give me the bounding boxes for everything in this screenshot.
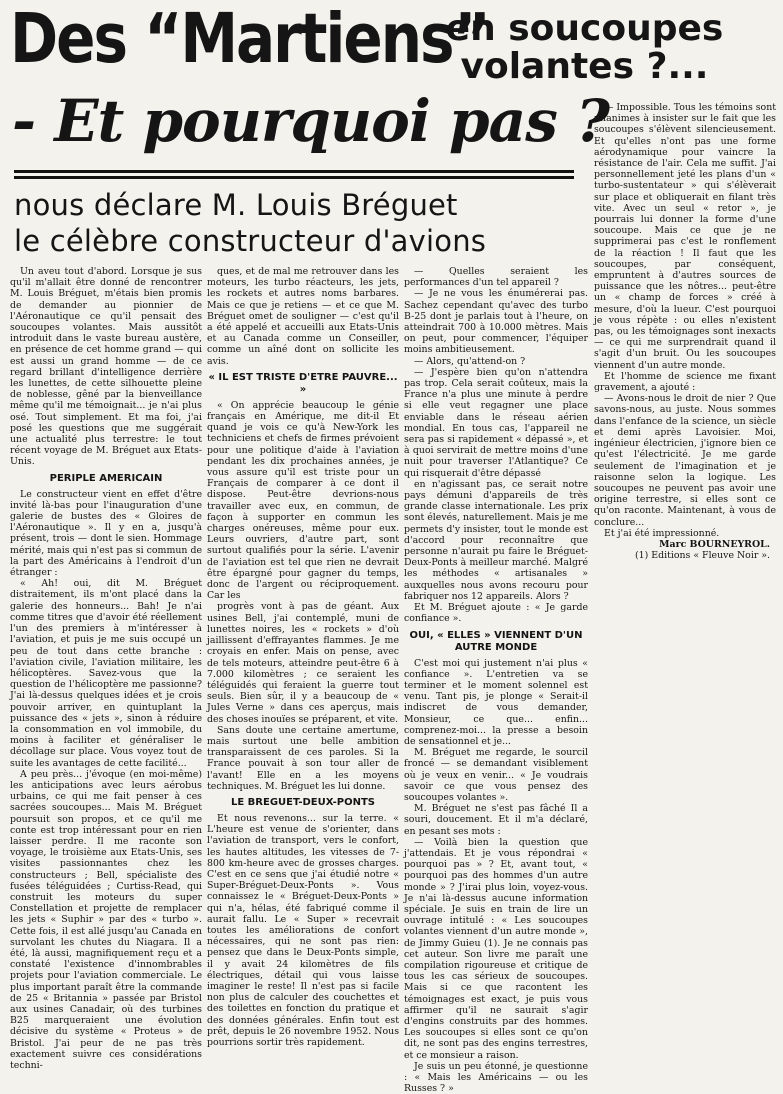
col1-para: A peu près... j'évoque (en moi-même) les anticipations avec leurs aérobus urbains, ce qui me fait penser à ces sacrées soucoupes... Mais M. Bréguet poursuit son propos, et ce qu'il me conte est trop intéressant pour en rien laisser perdre. Il me raconte son voyage, le troisième aux Etats-Unis, ses visites passionnantes chez les constructeurs ; Bell, spécialiste des fusées téléguidées ; Curtiss-Read, qui construit les moteurs du super Constellation et projette de remplacer les jets « Suphir » par des « turbo ». Cette fois, il est allé jusqu'au Canada en survolant les chutes du Niagara. Il a été, là aussi, magnifiquement reçu et a constaté l'existence d'innombrables projets pour l'aviation commerciale. Le plus important paraît être la commande de 25 « Britannia » passée par Bristol aux usines Canadair, où des turbines B25 marqueraient une évolution décisive du système « Proteus » de Bristol. J'ai peur de ne pas très exactement suivre ces considérations techni- bbox=[10, 768, 202, 1072]
col4-para: — Impossible. Tous les témoins sont unanimes à insister sur le fait que les soucoupes s'élèvent silencieusement. Et qu'elles n'ont pas une forme aérodynamique pour vaincre la résistance de l'air. Cela me suffit. J'ai personnellement jeté les plans d'un « turbo-sustentateur » qui s'élèverait sur place et obliquerait en filant très vite. Avec un seul « retor », je pourrais lui donner la forme d'une soucoupe. Mais ce que je ne supprimerai pas c'est le ronflement de la réaction ! Il faut que les soucoupes, par conséquent, empruntent à d'autres sources de puissance que les nôtres... peut-être un « champ de forces » créé à mesure, d'où la lueur. C'est pourquoi je vous répète : ou elles n'existent pas, ou les témoignages sont inexacts — ce qui me surprendrait quand il s'agit d'un bruit. Ou les soucoupes viennent d'un autre monde. bbox=[594, 102, 776, 371]
author-signature: Marc BOURNEYROL. bbox=[659, 538, 770, 550]
headline-line1-side bbox=[392, 10, 777, 86]
col4-para: — Avons-nous le droit de nier ? Que savons-nous, au juste. Nous sommes dans l'enfance de la science, un siècle et demi après Lavoisier. Moi, ingénieur électricien, j'ignore bien ce qu'est l'électricité. Je me garde seulement de l'imagination et je raisonne selon la logique. Les soucoupes ne peuvent pas avoir une origine terrestre, si elles sont ce qu'on raconte. Maintenant, à vous de conclure... bbox=[594, 393, 776, 528]
col3-heading: OUI, « ELLES » VIENNENT D'UN AUTRE MONDE bbox=[409, 629, 583, 653]
col3-para: — Alors, qu'attend-on ? bbox=[414, 355, 526, 367]
col2-heading: LE BREGUET-DEUX-PONTS bbox=[230, 796, 376, 808]
headline-line2: - Et pourquoi pas ? bbox=[12, 87, 610, 155]
footnote: (1) Editions « Fleuve Noir ». bbox=[635, 550, 770, 562]
col1-para: « Ah! oui, dit M. Bréguet distraitement, ils m'ont placé dans la galerie des honneurs... Bah! Je n'ai comme titres que d'avoir été réellement l'un des premiers à m'intéresser à l'aviation, et puis je me suis occupé un peu de tout dans cette branche : l'aviation civile, l'aviation militaire, les hélicoptères. Savez-vous que la question de l'hélicoptère me passionne? J'ai là-dessus quelques idées et je crois pouvoir arriver, en quintuplant la puissance des « jets », sinon à réduire la consommation en vol immobile, du moins à faciliter et généraliser le décollage sur place. Vous voyez tout de suite les avantages de cette facilité... bbox=[10, 578, 202, 769]
col3-para: — Je ne vous les énumérerai pas. Sachez cependant qu'avec des turbo B-25 dont je parlais tout à l'heure, on atteindrait 700 à 10.000 mètres. Mais on peut, pour commencer, l'équiper moins ambitieusement. bbox=[404, 288, 588, 356]
col3-para: — Voilà bien la question que j'attendais. Et je vous répondrai « pourquoi pas » ? Et, avant tout, « pourquoi pas des hommes d'un autre monde » ? J'irai plus loin, voyez-vous. Je n'ai là-dessus aucune information spéciale. Je suis en train de lire un ouvrage intitulé : « Les soucoupes volantes viennent d'un autre monde », de Jimmy Guieu (1). Je ne connais pas cet auteur. Son livre me paraît une compilation rigoureuse et critique de tous les cas sérieux de soucoupes. Mais si ce que racontent les témoignages est exact, je puis vous affirmer qu'il ne saurait s'agir d'engins construits par des hommes. Les soucoupes si elles sont ce qu'on dit, ne sont pas des engins terrestres, et ce monsieur a raison. bbox=[404, 836, 588, 1061]
headline-rule-bottom bbox=[14, 176, 574, 179]
col3-para: M. Bréguet ne s'est pas fâché Il a souri, doucement. Et il m'a déclaré, en pesant ses mots : bbox=[404, 803, 588, 837]
column-4 bbox=[594, 102, 776, 602]
column-1 bbox=[10, 266, 202, 1082]
col3-para: Je suis un peu étonné, je questionne : « Mais les Américains — ou les Russes ? » bbox=[404, 1060, 588, 1094]
col2-para: Et nous revenons... sur la terre. « L'heure est venue de s'orienter, dans l'aviation de transport, vers le confort, les hautes altitudes, les vitesses de 7-800 km-heure avec de grosses charges. C'est en ce sens que j'ai étudié notre « Super-Bréguet-Deux-Ponts ». Vous connaissez le « Bréguet-Deux-Ponts » qui n'a, hélas, été fabriqué comme il aurait fallu. Le « Super » recevrait toutes les améliorations de confort nécessaires, qui ne sont pas rien: pensez que dans le Deux-Ponts simple, il y avait 24 kilomètres de fils électriques, détail qui vous laisse imaginer le reste! Il n'est pas si facile non plus de calculer des couchettes et des toilettes en fonction du pratique et des données générales. Enfin tout est prêt, depuis le 26 novembre 1952. Nous pourrions sortir très rapidement. bbox=[207, 812, 399, 1048]
col3-para: M. Bréguet me regarde, le sourcil froncé — se demandant visiblement où je veux en venir... « Je voudrais savoir ce que vous pensez des soucoupes volantes ». bbox=[404, 747, 588, 803]
col1-para: Un aveu tout d'abord. Lorsque je sus qu'il m'allait être donné de rencontrer M. Louis Bréguet, m'étais bien promis de demander au pionnier de l'Aéronautique ce qu'il pensait des soucoupes volantes. Mais aussitôt introduit dans le vaste bureau austère, en présence de cet homme grand — qui est aussi un grand homme — de ce regard brillant d'intelligence derrière les lunettes, de cette silhouette pleine de noblesse, gêné par la bienveillance même qu'il me témoignait... je n'ai plus osé. Tout simplement. Et ma foi, j'ai posé les questions que me suggérait une actualité plus terrestre: le tout récent voyage de M. Bréguet aux Etats-Unis. bbox=[10, 266, 202, 468]
col1-para: Le constructeur vient en effet d'être invité là-bas pour l'inauguration d'une galerie de bustes des « Gloires de l'Aéronautique ». Il y en a, jusqu'à présent, trois — dont le sien. Hommage mérité, mais qui n'est pas si commun de la part des Américains à l'endroit d'un étranger : bbox=[10, 488, 202, 579]
col2-para: progrès vont à pas de géant. Aux usines Bell, j'ai contemplé, muni de lunettes noires, les « rockets » d'où jaillissent d'effrayantes flammes. Je me croyais en enfer. Mais on pense, avec de tels moteurs, atteindre peut-être 6 à 7.000 kilomètres ; ce seraient les téléguidés qui feraient la guerre tout seuls. Bien sûr, il y a beaucoup de « Jules Verne » dans ces aperçus, mais des choses inouïes se préparent, et vite. bbox=[207, 601, 399, 725]
col4-para: Et l'homme de science me fixant gravement, a ajouté : bbox=[594, 370, 776, 394]
col2-para: Sans doute une certaine amertume, mais surtout une belle ambition transparaissent de ces paroles. Si la France pouvait à son tour aller de l'avant! Elle en a les moyens techniques. M. Bréguet les lui donne. bbox=[207, 724, 399, 792]
column-2 bbox=[207, 266, 399, 1082]
col2-para: ques, et de mal me retrouver dans les moteurs, les turbo réacteurs, les jets, les rockets et autres noms barbares. Mais ce que je retiens — et ce que M. Bréguet omet de souligner — c'est qu'il a été appelé et accueilli aux Etats-Unis et au Canada comme un Conseiller, comme un aîné dont on sollicite les avis. bbox=[207, 266, 399, 367]
col2-para: « On apprécie beaucoup le génie français en Amérique, me dit-il Et quand je vois ce qu'à New-York les techniciens et chefs de firmes prévoient pour une politique d'aide à l'aviation pendant les dix prochaines années, je vous assure qu'il est triste pour un Français de comparer à ce dont il dispose. Peut-être devrions-nous travailler avec eux, en commun, de façon à supporter en commun les charges onéreuses, même pour eux. Leurs ouvriers, d'autre part, sont surtout qualifiés pour la série. L'avenir de l'aviation est tel que rien ne devrait être épargné pour gagner du temps, donc de l'argent ou réciproquement. Car les bbox=[207, 399, 399, 602]
column-3 bbox=[404, 266, 589, 1094]
col1-heading: PERIPLE AMERICAIN bbox=[49, 472, 163, 484]
col3-para: C'est moi qui justement n'ai plus « confiance ». L'entretien va se terminer et le moment solennel est venu. Tant pis, je plonge « Serait-il indiscret de vous demander, Monsieur, ce que... enfin... comprenez-moi... la presse a besoin de sensationnel et je... bbox=[404, 657, 588, 747]
headline-side-2: volantes ?... bbox=[460, 46, 709, 87]
col4-para: Et j'ai été impressionné. bbox=[604, 527, 720, 539]
col3-para: en n'agissant pas, ce serait notre pays démuni d'appareils de très grande classe internationale. Les prix sont élevés, naturellement. Mais je me permets d'y insister, tout le monde est d'accord pour reconnaître que personne n'aurait pu faire le Bréguet-Deux-Ponts à meilleur marché. Malgré les méthodes « artisanales » auxquelles nous avons recouru pour fabriquer nos 12 appareils. Alors ? bbox=[404, 478, 589, 602]
col3-para: — J'espère bien qu'on n'attendra pas trop. Cela serait coûteux, mais la France n'a plus une minute à perdre si elle veut regagner une place enviable dans le réseau aérien mondial. En tous cas, l'appareil ne sera pas si rapidement « dépassé », et à quoi servirait de mettre moins d'une nuit pour traverser l'Atlantique? Ce qui risquerait d'être dépassé bbox=[404, 366, 588, 479]
subhead-line2: le célèbre constructeur d'avions bbox=[14, 224, 487, 258]
headline-rule-top bbox=[14, 170, 574, 173]
subhead-line1: nous déclare M. Louis Bréguet bbox=[14, 188, 458, 222]
headline-side-1: en soucoupes bbox=[445, 8, 724, 49]
headline-line1-main: Des “Martiens” bbox=[10, 0, 489, 79]
col2-heading: « IL EST TRISTE D'ETRE PAUVRE... » bbox=[208, 371, 398, 395]
col3-para: — Quelles seraient les performances d'un tel appareil ? bbox=[404, 266, 588, 289]
col3-para: Et M. Bréguet ajoute : « Je garde confiance ». bbox=[404, 602, 588, 625]
